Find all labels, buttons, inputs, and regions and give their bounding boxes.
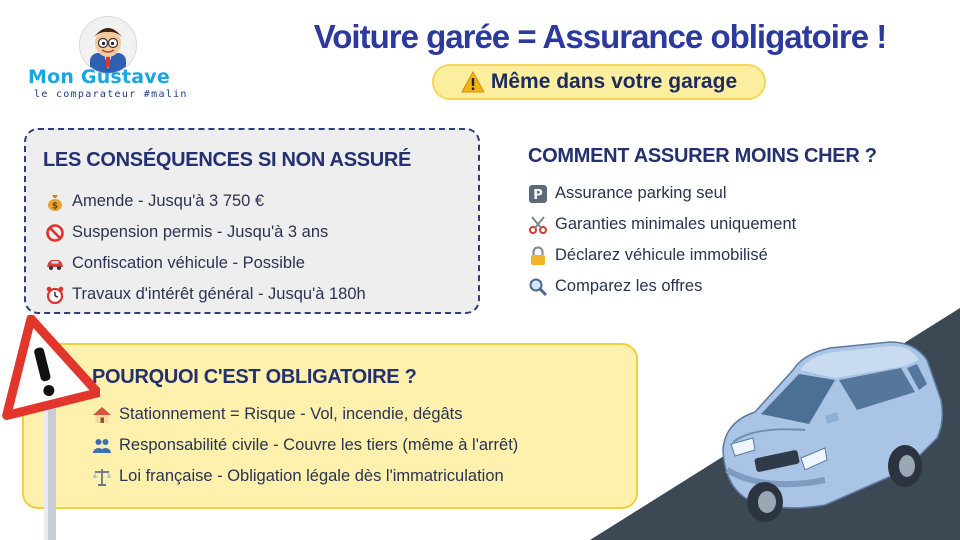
why-panel bbox=[22, 343, 638, 509]
list-item bbox=[528, 271, 796, 302]
cheaper-heading: COMMENT ASSURER MOINS CHER ? bbox=[528, 145, 877, 167]
consequence-text: Suspension permis - Jusqu'à 3 ans bbox=[72, 223, 329, 241]
list-item bbox=[45, 248, 366, 279]
tip-text: Comparez les offres bbox=[555, 277, 703, 295]
list-item bbox=[45, 217, 366, 248]
lock-icon bbox=[528, 246, 548, 266]
list-item bbox=[92, 399, 518, 430]
reason-text: Loi française - Obligation légale dès l'immatriculation bbox=[119, 467, 504, 485]
list-item bbox=[45, 279, 366, 310]
list-item bbox=[528, 178, 796, 209]
list-item bbox=[528, 240, 796, 271]
magnifier-icon bbox=[528, 277, 548, 297]
car-icon bbox=[45, 254, 65, 274]
brand-tagline: le comparateur #malin bbox=[34, 89, 188, 100]
scissors-icon bbox=[528, 215, 548, 235]
prohibited-icon bbox=[45, 223, 65, 243]
page-title: Voiture garée = Assurance obligatoire ! bbox=[313, 18, 887, 55]
tip-text: Déclarez véhicule immobilisé bbox=[555, 246, 768, 264]
list-item bbox=[92, 461, 518, 492]
why-heading: POURQUOI C'EST OBLIGATOIRE ? bbox=[92, 366, 417, 388]
brand-logo[interactable] bbox=[22, 16, 192, 106]
consequence-text: Confiscation véhicule - Possible bbox=[72, 254, 305, 272]
consequence-text: Travaux d'intérêt général - Jusqu'à 180h bbox=[72, 285, 366, 303]
car-illustration bbox=[705, 330, 950, 525]
warning-icon bbox=[461, 71, 485, 93]
brand-name: Mon Gustave bbox=[28, 66, 170, 88]
reason-text: Stationnement = Risque - Vol, incendie, dégâts bbox=[119, 405, 463, 423]
svg-text:P: P bbox=[533, 187, 543, 203]
consequence-text: Amende - Jusqu'à 3 750 € bbox=[72, 192, 265, 210]
subtitle-text: Même dans votre garage bbox=[490, 70, 738, 93]
tip-text: Assurance parking seul bbox=[555, 184, 727, 202]
consequences-heading: LES CONSÉQUENCES SI NON ASSURÉ bbox=[43, 149, 412, 171]
money-bag-icon bbox=[45, 192, 65, 212]
svg-text:$: $ bbox=[51, 201, 59, 211]
alarm-clock-icon bbox=[45, 285, 65, 305]
subtitle-badge bbox=[432, 64, 766, 100]
warning-sign-illustration bbox=[0, 315, 100, 540]
list-item bbox=[45, 186, 366, 217]
tip-text: Garanties minimales uniquement bbox=[555, 215, 797, 233]
list-item bbox=[528, 209, 796, 240]
list-item bbox=[92, 430, 518, 461]
consequences-panel bbox=[24, 128, 480, 314]
reason-text: Responsabilité civile - Couvre les tiers (même à l'arrêt) bbox=[119, 436, 519, 454]
parking-icon bbox=[528, 184, 548, 204]
